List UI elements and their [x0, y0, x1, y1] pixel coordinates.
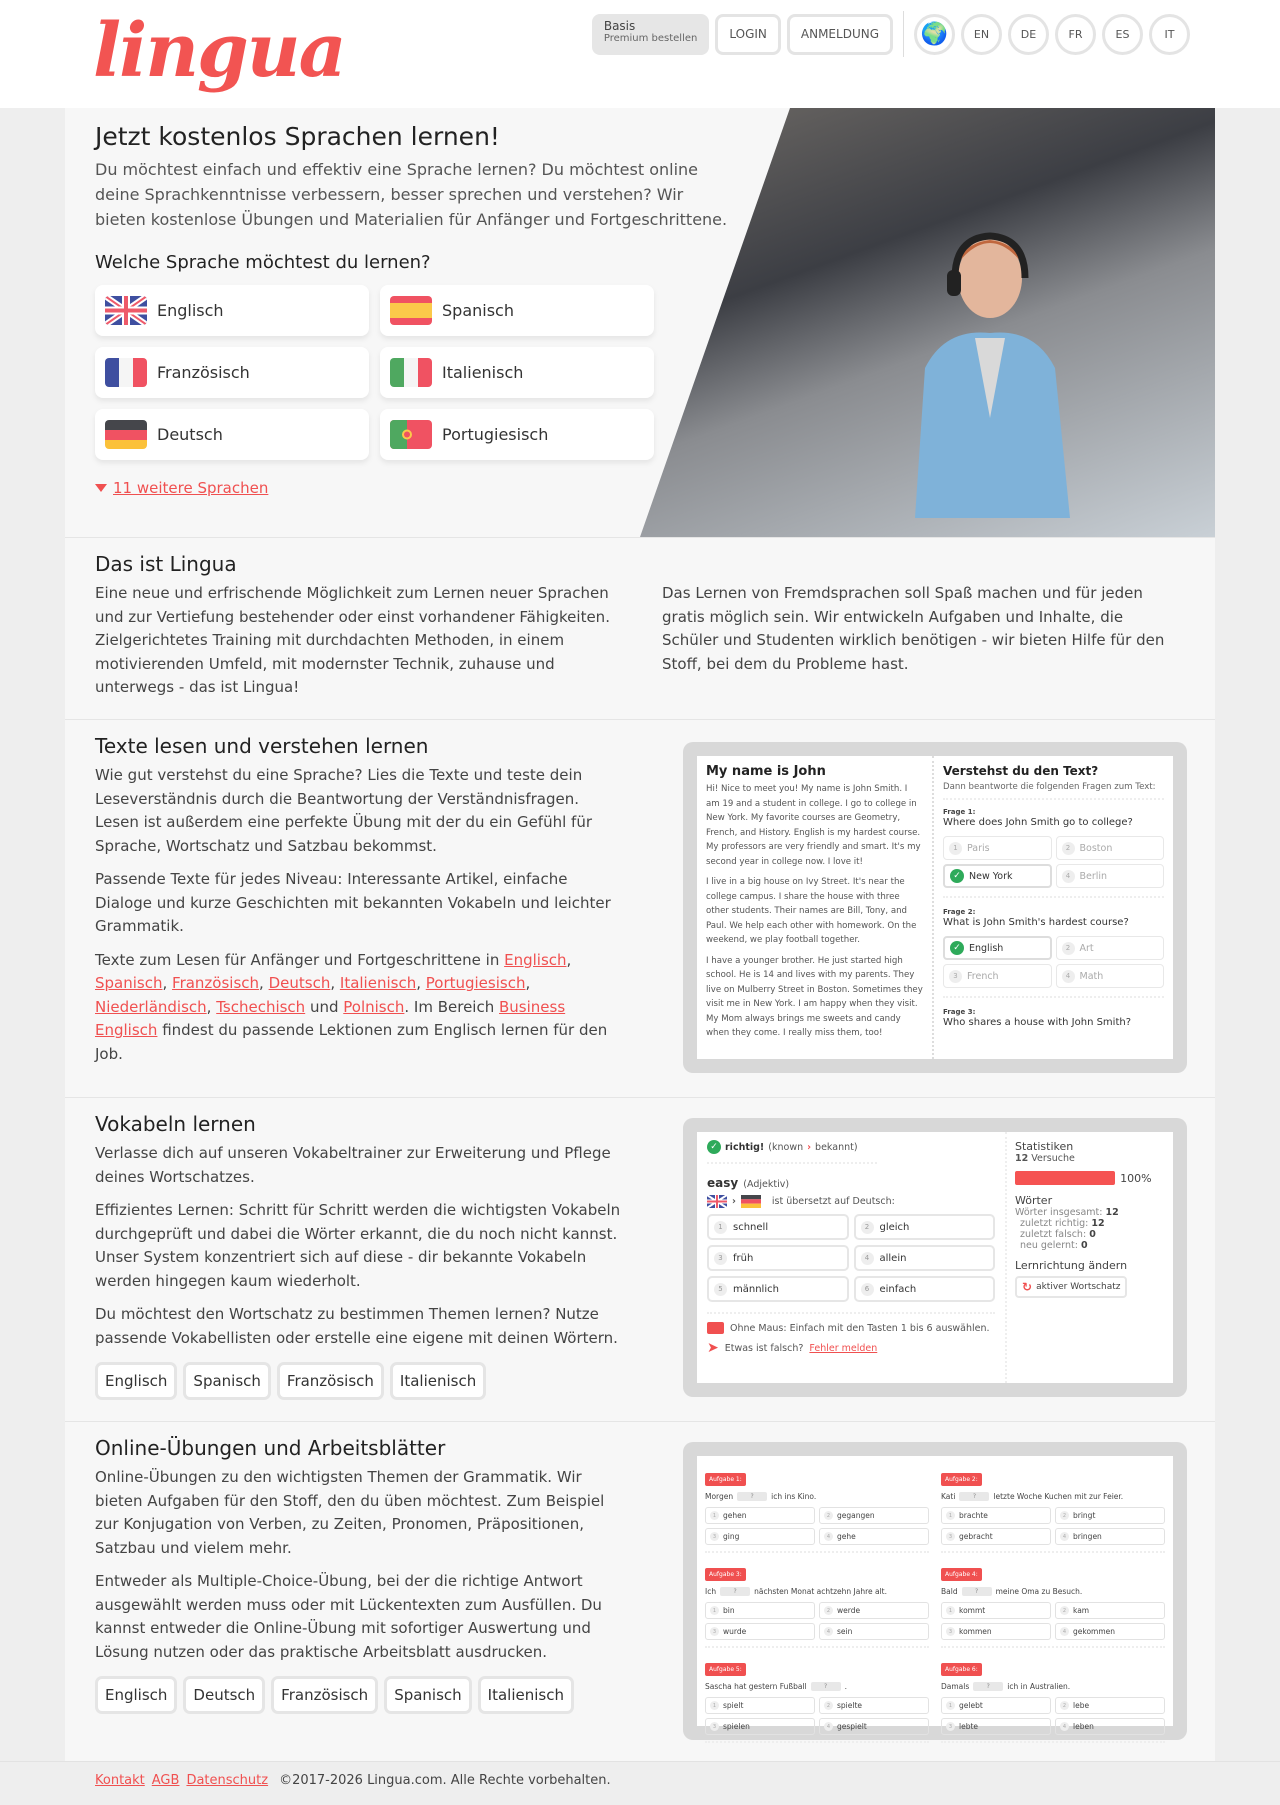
exercise-option[interactable]: 2 lebe	[1055, 1697, 1165, 1714]
exercise-item	[705, 1466, 929, 1553]
vocab-option[interactable]: 3 früh	[707, 1245, 849, 1271]
answer-option[interactable]: 2 Art	[1056, 936, 1165, 960]
lang-switch-fr[interactable]: FR	[1055, 14, 1096, 55]
exercise-option[interactable]: 2 gegangen	[819, 1507, 929, 1524]
hero-title: Jetzt kostenlos Sprachen lernen!	[95, 122, 500, 151]
option-label: spielen	[723, 1722, 750, 1731]
exercise-sentence	[705, 1492, 929, 1501]
exercise-badge: Aufgabe 4:	[941, 1568, 982, 1581]
divider	[903, 11, 904, 57]
check-icon: ✓	[950, 869, 964, 883]
progress-bar	[1015, 1171, 1115, 1185]
exercises-section	[65, 1421, 1215, 1761]
sentence-start: Morgen	[705, 1492, 734, 1501]
link-czech[interactable]: Tschechisch	[216, 997, 306, 1016]
gap-field[interactable]: ?	[737, 1492, 767, 1501]
italy-flag-icon	[390, 358, 432, 387]
exercise-option[interactable]: 4 leben	[1055, 1718, 1165, 1735]
story-title: My name is John	[706, 764, 826, 779]
language-card-portuguese[interactable]	[380, 409, 654, 460]
story-paragraph: I live in a big house on Ivy Street. It's near the college campus. I share the house with three other students. Their names are Bill, Tony, and Paul. We help each other with homework. On the weekend, we play football together.	[706, 877, 917, 945]
stat-value: 12	[1091, 1218, 1105, 1229]
option-label: ging	[723, 1532, 740, 1541]
link-dutch[interactable]: Niederländisch	[95, 997, 207, 1016]
exercise-option[interactable]: 3 gebracht	[941, 1528, 1051, 1545]
chevron-right-icon: ›	[807, 1141, 812, 1153]
stat-label: neu gelernt:	[1020, 1240, 1078, 1251]
text: findest du passende Lektionen zum Englisch lernen für den Job.	[95, 1021, 608, 1063]
question-text: Where does John Smith go to college?	[943, 817, 1133, 828]
germany-flag-icon	[741, 1195, 761, 1208]
spain-flag-icon	[390, 296, 432, 325]
exercise-option[interactable]: 2 spielte	[819, 1697, 929, 1714]
logo[interactable]: lingua	[93, 8, 345, 94]
progress-percent: 100%	[1120, 1172, 1152, 1185]
vocab-french-button[interactable]: Französisch	[277, 1362, 384, 1400]
link-german[interactable]: Deutsch	[268, 974, 331, 992]
main-content	[65, 108, 1215, 1761]
direction-button[interactable]	[1015, 1276, 1127, 1298]
words-title: Wörter	[1015, 1194, 1053, 1207]
exercise-grid	[697, 1456, 1173, 1761]
sentence-end: ich ins Kino.	[771, 1492, 817, 1501]
site-header	[0, 0, 1280, 108]
student-illustration	[895, 218, 1075, 518]
language-card-french[interactable]	[95, 347, 369, 398]
site-footer	[0, 1761, 1280, 1802]
stat-value: 12	[1105, 1207, 1119, 1218]
quiz-subtitle: Dann beantworte die folgenden Fragen zum Text:	[943, 782, 1164, 800]
option-label: French	[967, 970, 999, 982]
exercise-item	[705, 1656, 929, 1743]
uk-flag-icon	[707, 1195, 727, 1208]
exercise-option[interactable]: 3 ging	[705, 1528, 815, 1545]
link-english[interactable]: Englisch	[504, 950, 567, 969]
exercise-badge: Aufgabe 1:	[705, 1473, 746, 1486]
reading-text-3: Texte zum Lesen für Anfänger und Fortgeschrittene in Englisch, Spanisch, Französisch, Deutsch, Italienisch, Portugiesisch, Niederländisch, Tschechisch und Polnisch. Im Bereich Business Englisch findest du passende Lektionen zum Englisch lernen für den Job.	[95, 950, 608, 1063]
exercise-option[interactable]: 1 bin	[705, 1602, 815, 1619]
exercise-spanish-button[interactable]: Spanisch	[384, 1676, 471, 1714]
gap-field[interactable]: ?	[811, 1682, 841, 1691]
exercise-option[interactable]: 1 kommt	[941, 1602, 1051, 1619]
more-languages[interactable]	[95, 479, 735, 497]
option-label: bringt	[1073, 1511, 1096, 1520]
story-panel	[697, 756, 934, 1059]
exercises-text-2: Entweder als Multiple-Choice-Übung, bei der die richtige Antwort ausgewählt werden muss oder mit Lückentexten zum Ausfüllen. Du kannst entweder die Online-Übung mit sofortiger Auswertung und Lösung nutzen oder das praktische Arbeitsblatt ausdrucken.	[95, 1572, 602, 1661]
answer-option[interactable]: 3 French	[943, 964, 1052, 988]
gap-field[interactable]: ?	[720, 1587, 750, 1596]
vocab-text-1: Verlasse dich auf unseren Vokabeltrainer zur Erweiterung und Pflege deines Wortschatzes.	[95, 1144, 611, 1186]
exercise-option[interactable]: 4 bringen	[1055, 1528, 1165, 1545]
exercise-option[interactable]: 3 kommen	[941, 1623, 1051, 1640]
option-label: leben	[1073, 1722, 1094, 1731]
text: Texte zum Lesen für Anfänger und Fortgeschrittene in	[95, 950, 505, 969]
gap-field[interactable]: ?	[962, 1587, 992, 1596]
option-label: Boston	[1079, 842, 1113, 854]
exercise-option[interactable]: 3 lebte	[941, 1718, 1051, 1735]
answer-option[interactable]: 4 Math	[1056, 964, 1165, 988]
sentence-start: Damals	[941, 1682, 970, 1691]
exercise-option[interactable]: 2 werde	[819, 1602, 929, 1619]
option-label: spielte	[837, 1701, 863, 1710]
exercise-item	[941, 1656, 1165, 1743]
sentence-end: ich in Australien.	[1007, 1682, 1071, 1691]
lang-switch-es[interactable]: ES	[1102, 14, 1143, 55]
option-label: kommen	[959, 1627, 992, 1636]
status-to: bekannt)	[815, 1141, 858, 1153]
language-label: Italienisch	[442, 363, 524, 382]
vocab-option[interactable]: 5 männlich	[707, 1276, 849, 1302]
question-label: Frage 1:	[943, 808, 976, 816]
option-label: allein	[879, 1252, 907, 1264]
register-button[interactable]: ANMELDUNG	[787, 14, 893, 55]
link-polish[interactable]: Polnisch	[343, 997, 405, 1016]
sentence-start: Sascha hat gestern Fußball	[705, 1682, 807, 1691]
vocab-italian-button[interactable]: Italienisch	[390, 1362, 486, 1400]
vocab-preview	[683, 1118, 1187, 1397]
more-languages-link[interactable]: 11 weitere Sprachen	[113, 479, 269, 497]
option-label: einfach	[879, 1283, 917, 1295]
exercise-sentence	[941, 1682, 1165, 1691]
stats-title: Statistiken	[1015, 1140, 1074, 1153]
question-label: Frage 3:	[943, 1008, 976, 1016]
stat-label: zuletzt falsch:	[1020, 1229, 1087, 1240]
exercise-badge: Aufgabe 2:	[941, 1473, 982, 1486]
check-icon: ✓	[707, 1140, 721, 1154]
premium-button[interactable]	[592, 14, 710, 55]
option-label: sein	[837, 1627, 853, 1636]
status-from: (known	[768, 1141, 804, 1153]
answer-option[interactable]: 1 Paris	[943, 836, 1052, 860]
exercise-option[interactable]: 4 sein	[819, 1623, 929, 1640]
plan-label: Basis	[603, 18, 636, 33]
option-label: gelebt	[959, 1701, 983, 1710]
stat-value: 0	[1089, 1229, 1096, 1240]
about-text-2: Das Lernen von Fremdsprachen soll Spaß machen und für jeden gratis möglich sein. Wir entwickeln Aufgaben und Inhalte, die Schüler und Studenten wirklich benötigen - wir bieten Hilfe für den Stoff, bei dem du Probleme hast.	[662, 584, 1165, 673]
terms-link[interactable]: AGB	[151, 1773, 180, 1788]
language-label: Englisch	[157, 301, 224, 320]
option-label: werde	[837, 1606, 861, 1615]
translate-hint: ist übersetzt auf Deutsch:	[771, 1196, 895, 1207]
refresh-icon: ↻	[1022, 1280, 1033, 1294]
report-error-link[interactable]: Fehler melden	[809, 1342, 878, 1354]
language-card-german[interactable]	[95, 409, 369, 460]
reading-preview	[683, 742, 1187, 1073]
language-label: Deutsch	[157, 425, 223, 444]
language-card-english[interactable]	[95, 285, 369, 336]
exercise-option[interactable]: 4 gehe	[819, 1528, 929, 1545]
option-label: gekommen	[1073, 1627, 1116, 1636]
uk-flag-icon	[105, 296, 147, 325]
premium-label: Premium bestellen	[603, 32, 698, 44]
report-prefix: Etwas ist falsch?	[724, 1342, 804, 1354]
exercises-text-1: Online-Übungen zu den wichtigsten Themen der Grammatik. Wir bieten Aufgaben für den Stoff, den du üben möchtest. Zum Beispiel zur Konjugation von Verben, zu Zeiten, Pronomen, Präpositionen, Satzbau und vielem mehr.	[95, 1468, 605, 1557]
vocab-spanish-button[interactable]: Spanisch	[183, 1362, 270, 1400]
language-label: Spanisch	[442, 301, 514, 320]
quiz-title: Verstehst du den Text?	[943, 764, 1099, 778]
reading-text-2: Passende Texte für jedes Niveau: Interessante Artikel, einfache Dialoge und kurze Geschichten mit bekannten Vokabeln und leichter Grammatik.	[95, 870, 611, 935]
language-question: Welche Sprache möchtest du lernen?	[95, 252, 431, 273]
option-label: Art	[1079, 942, 1094, 954]
option-label: Math	[1079, 970, 1104, 982]
option-label: wurde	[723, 1627, 747, 1636]
option-label: New York	[969, 870, 1013, 882]
exercise-sentence	[941, 1492, 1165, 1501]
exercise-badge: Aufgabe 3:	[705, 1568, 746, 1581]
exercise-french-button[interactable]: Französisch	[271, 1676, 378, 1714]
exercise-option[interactable]: 1 spielt	[705, 1697, 815, 1714]
language-label: Portugiesisch	[442, 425, 549, 444]
contact-link[interactable]: Kontakt	[95, 1773, 145, 1788]
exercise-german-button[interactable]: Deutsch	[183, 1676, 265, 1714]
attempts-label: Versuche	[1031, 1153, 1075, 1164]
about-text-1: Eine neue und erfrischende Möglichkeit zum Lernen neuer Sprachen und zur Vertiefung bestehender oder einst vorhandener Fähigkeiten. Zielgerichtetes Training mit durchdachten Methoden, in einem motivierenden Umfeld, mit modernster Technik, zuhause und unterwegs - das ist Lingua!	[95, 584, 610, 696]
sentence-end: meine Oma zu Besuch.	[995, 1587, 1083, 1596]
answer-option-selected[interactable]	[943, 864, 1052, 888]
sentence-start: Kati	[941, 1492, 956, 1501]
sentence-end: letzte Woche Kuchen mit zur Feier.	[993, 1492, 1124, 1501]
exercise-item	[941, 1561, 1165, 1648]
word-type: (Adjektiv)	[743, 1179, 790, 1190]
privacy-link[interactable]: Datenschutz	[186, 1773, 269, 1788]
language-grid	[95, 285, 735, 460]
about-title: Das ist Lingua	[95, 552, 237, 576]
keyboard-hint: Ohne Maus: Einfach mit den Tasten 1 bis 6 auswählen.	[730, 1322, 990, 1334]
question-text: Who shares a house with John Smith?	[943, 1017, 1132, 1028]
option-label: spielt	[723, 1701, 744, 1710]
lang-switch-de[interactable]: DE	[1008, 14, 1049, 55]
exercise-sentence	[705, 1682, 929, 1691]
exercise-sentence	[705, 1587, 929, 1596]
text: . Im Bereich	[404, 997, 499, 1016]
exercise-badge: Aufgabe 6:	[941, 1663, 982, 1676]
answer-option[interactable]: 4 Berlin	[1056, 864, 1165, 888]
stat-label: Wörter insgesamt:	[1015, 1207, 1103, 1218]
vocab-option[interactable]: 6 einfach	[854, 1276, 996, 1302]
answer-option[interactable]: 2 Boston	[1056, 836, 1165, 860]
reading-text-1: Wie gut verstehst du eine Sprache? Lies die Texte und teste dein Leseverständnis durch die Beantwortung der Verständnisfragen. Lesen ist außerdem eine perfekte Übung mit der du ein Gefühl für Sprache, Wortschatz und Satzbau bekommst.	[95, 766, 592, 855]
exercise-option[interactable]: 2 bringt	[1055, 1507, 1165, 1524]
vocab-text-2: Effizientes Lernen: Schritt für Schritt werden die wichtigsten Vokabeln durchgeprüft und dabei die Wörter erkannt, die du noch nicht kannst. Unser System konzentriert sich auf diese - dir bekannte Vokabeln werden hingegen kaum wiederholt.	[95, 1201, 621, 1290]
attempts-count: 12	[1015, 1153, 1029, 1164]
option-label: gehe	[837, 1532, 856, 1541]
text: und	[305, 997, 344, 1016]
exercise-badge: Aufgabe 5:	[705, 1663, 746, 1676]
check-icon: ✓	[950, 941, 964, 955]
exercise-option[interactable]: 1 brachte	[941, 1507, 1051, 1524]
option-label: gehen	[723, 1511, 747, 1520]
direction-title: Lernrichtung ändern	[1015, 1259, 1128, 1272]
exercise-option[interactable]: 4 gekommen	[1055, 1623, 1165, 1640]
vocab-option[interactable]: 4 allein	[854, 1245, 996, 1271]
exercise-italian-button[interactable]: Italienisch	[478, 1676, 574, 1714]
option-label: English	[969, 942, 1004, 954]
vocab-language-buttons	[95, 1362, 625, 1400]
question-text: What is John Smith's hardest course?	[943, 917, 1129, 928]
exercise-option[interactable]: 1 gehen	[705, 1507, 815, 1524]
quiz-panel	[934, 756, 1173, 1059]
option-label: Paris	[967, 842, 990, 854]
language-label: Französisch	[157, 363, 250, 382]
exercises-title: Online-Übungen und Arbeitsblätter	[95, 1436, 446, 1460]
vocab-word: easy	[707, 1176, 739, 1190]
lang-switch-it[interactable]: IT	[1149, 14, 1190, 55]
language-card-spanish[interactable]	[380, 285, 654, 336]
story-paragraph: Hi! Nice to meet you! My name is John Smith. I am 19 and a student in college. I go to college in New York. My favorite courses are Geometry, French, and History. English is my hardest course. My professors are very friendly and smart. It's my second year in college now. I love it!	[706, 784, 921, 867]
france-flag-icon	[105, 358, 147, 387]
exercise-english-button[interactable]: Englisch	[95, 1676, 177, 1714]
header-actions	[592, 11, 1190, 57]
sentence-start: Bald	[941, 1587, 958, 1596]
lang-switch-en[interactable]: EN	[961, 14, 1002, 55]
reading-title: Texte lesen und verstehen lernen	[95, 734, 429, 758]
copyright: ©2017-2026 Lingua.com. Alle Rechte vorbehalten.	[279, 1773, 611, 1788]
sentence-end: nächsten Monat achtzehn Jahre alt.	[754, 1587, 887, 1596]
direction-label: aktiver Wortschatz	[1036, 1282, 1121, 1292]
gap-field[interactable]: ?	[973, 1682, 1003, 1691]
option-label: bin	[723, 1606, 735, 1615]
link-business-english[interactable]: Business Englisch	[95, 997, 566, 1039]
question-label: Frage 2:	[943, 908, 976, 916]
option-label: gegangen	[837, 1511, 875, 1520]
option-label: lebe	[1073, 1701, 1090, 1710]
chevron-right-icon: ›	[732, 1196, 736, 1207]
portugal-flag-icon	[390, 420, 432, 449]
exercise-preview	[683, 1442, 1187, 1740]
vocab-section	[65, 1097, 1215, 1421]
keyboard-icon	[707, 1322, 724, 1334]
link-spanish[interactable]: Spanisch	[95, 974, 163, 992]
status-text: richtig!	[725, 1141, 765, 1153]
option-label: schnell	[733, 1221, 769, 1233]
exercise-language-buttons	[95, 1676, 625, 1714]
exercise-option[interactable]: 3 spielen	[705, 1718, 815, 1735]
option-label: lebte	[959, 1722, 979, 1731]
link-portuguese[interactable]: Portugiesisch	[425, 974, 526, 992]
send-icon: ➤	[707, 1340, 719, 1356]
about-section	[65, 537, 1215, 719]
answer-option-selected[interactable]	[943, 936, 1052, 960]
link-italian[interactable]: Italienisch	[339, 974, 417, 992]
exercise-item	[941, 1466, 1165, 1553]
sentence-start: Ich	[705, 1587, 717, 1596]
option-label: gespielt	[837, 1722, 867, 1731]
triangle-down-icon	[95, 484, 107, 492]
exercise-option[interactable]: 1 gelebt	[941, 1697, 1051, 1714]
exercise-option[interactable]: 3 wurde	[705, 1623, 815, 1640]
vocab-trainer	[697, 1132, 1007, 1383]
stats-panel	[1007, 1132, 1173, 1383]
stat-label: zuletzt richtig:	[1020, 1218, 1089, 1229]
hero-section	[65, 108, 1215, 537]
option-label: Berlin	[1079, 870, 1108, 882]
vocab-option[interactable]: 1 schnell	[707, 1214, 849, 1240]
vocab-text-3: Du möchtest den Wortschatz zu bestimmen Themen lernen? Nutze passende Vokabellisten oder erstelle eine eigene mit deinen Wörtern.	[95, 1305, 618, 1347]
login-button[interactable]: LOGIN	[715, 14, 781, 55]
stat-value: 0	[1080, 1240, 1088, 1251]
option-label: männlich	[733, 1283, 779, 1295]
option-label: bringen	[1073, 1532, 1102, 1541]
germany-flag-icon	[105, 420, 147, 449]
option-label: gleich	[879, 1221, 910, 1233]
hero-intro: Du möchtest einfach und effektiv eine Sprache lernen? Du möchtest online deine Sprachkenntnisse verbessern, besser sprechen und verstehen? Wir bieten kostenlose Übungen und Materialien für Anfänger und Fortgeschrittene.	[95, 160, 728, 229]
language-card-italian[interactable]	[380, 347, 654, 398]
option-label: kommt	[959, 1606, 986, 1615]
vocab-english-button[interactable]: Englisch	[95, 1362, 177, 1400]
exercise-sentence	[941, 1587, 1165, 1596]
option-label: gebracht	[959, 1532, 993, 1541]
vocab-option[interactable]: 2 gleich	[854, 1214, 996, 1240]
reading-section	[65, 719, 1215, 1097]
option-label: früh	[733, 1252, 754, 1264]
exercise-option[interactable]: 4 gespielt	[819, 1718, 929, 1735]
gap-field[interactable]: ?	[959, 1492, 989, 1501]
sentence-end: .	[844, 1682, 848, 1691]
globe-icon[interactable]: 🌍	[914, 14, 955, 55]
link-french[interactable]: Französisch	[172, 974, 260, 992]
option-label: kam	[1073, 1606, 1090, 1615]
exercise-option[interactable]: 2 kam	[1055, 1602, 1165, 1619]
option-label: brachte	[959, 1511, 988, 1520]
story-paragraph: I have a younger brother. He just started high school. He is 14 and lives with my parents. They live on Mulberry Street in Boston. Sometimes they visit me in New York. I am happy when they visit. My Mom always brings me sweets and candy when they come. I really miss them, too!	[706, 955, 923, 1038]
vocab-title: Vokabeln lernen	[95, 1112, 256, 1136]
exercise-item	[705, 1561, 929, 1648]
